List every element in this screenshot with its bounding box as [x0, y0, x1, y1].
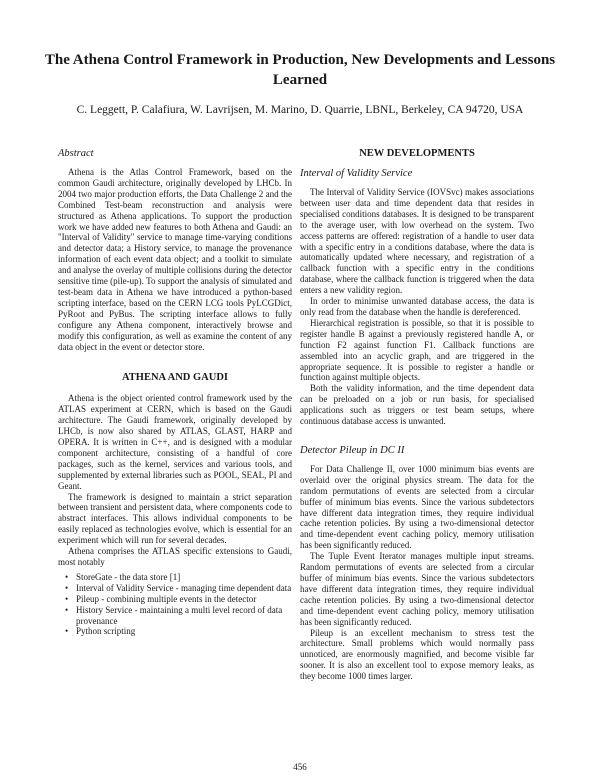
list-item-text: StoreGate - the data store [1] [76, 571, 181, 582]
bullet-icon: • [65, 604, 69, 615]
athena-gaudi-paragraph: Athena comprises the ATLAS specific extensions to Gaudi, most notably [58, 546, 292, 567]
athena-gaudi-paragraph: The framework is designed to maintain a strict separation between transient and persistent data, where components code to abstract interfaces. This allows individual components to be easily replaced as technologies evolve, which is essential for an experiment which will run for several decades. [58, 491, 292, 546]
bullet-icon: • [65, 626, 69, 637]
abstract-text: Athena is the Atlas Control Framework, based on the common Gaudi architecture, originally developed by LHCb. In 2004 two major production efforts, the Data Challenge 2 and the Combined Test-beam reconstruction and analysis were structured as Athena applications. To support the production work we have added new features to both Athena and Gaudi: an "Interval of Validity" service to manage time-varying conditions and detector data; a History service, to manage the provenance information of each event data object; and a toolkit to simulate and analyse the overlay of multiple collisions during the detector sensitive time (pile-up). To support the analysis of simulated and test-beam data in Athena we have introduced a python-based scripting interface, based on the CERN LCG tools PyLCGDict, PyRoot and PyBus. The scripting interface allows to fully configure any Athena component, interactively browse and modify this configuration, as well as examine the content of any data object in the event or detector store. [58, 167, 292, 352]
list-item-text: Python scripting [76, 626, 136, 637]
pileup-paragraph: For Data Challenge II, over 1000 minimum bias events are overlaid over the original physics stream. The data for the random permutations of events are selected from a circular buffer of minimum bias events. Since the various subdetectors have different data integration times, they require individual cache retention policies. By using a two-dimensional detector and time-dependent event caching policy, memory utilisation has been significantly reduced. [300, 463, 534, 551]
right-column [300, 148, 534, 682]
athena-gaudi-paragraph: Athena is the object oriented control framework used by the ATLAS experiment at CERN, which is based on the Gaudi architecture. The Gaudi framework, originally developed by LHCb, is now also shared by ATLAS, GLAST, HARP and OPERA. It is written in C++, and is designed with a modular component architecture, consisting of a handful of core packages, such as the kernel, services and various tools, and supplemented by external libraries such as POOL, SEAL, PI and Geant. [58, 393, 292, 491]
athena-gaudi-heading: ATHENA AND GAUDI [122, 372, 228, 384]
pileup-paragraph: The Tuple Event Iterator manages multiple input streams. Random permutations of events are selected from a circular buffer of minimum bias events. Since the various subdetectors have different data integration times, they require individual cache retention policies. By using a two-dimensional detector and time-dependent event caching policy, memory utilisation has been significantly reduced. [300, 551, 534, 627]
list-item [58, 626, 292, 637]
iov-heading: Interval of Validity Service [300, 168, 413, 179]
list-item [58, 583, 292, 594]
page-number: 456 [293, 762, 307, 772]
iov-paragraph: The Interval of Validity Service (IOVSvc) makes associations between user data and time dependent data that resides in specialised conditions databases. It is designed to be transparent to the average user, with low overhead on the system. Two access patterns are offered: registration of a handle to user data with a specific entry in a conditions database, where the data is automatically updated where necessary, and registration of a callback function with a specific entry in the conditions database, where the callback function is triggered when the data enters a new validity region. [300, 187, 534, 296]
list-item [58, 605, 292, 627]
iov-paragraph: Both the validity information, and the time dependent data can be preloaded on a job or run basis, for specialised applications such as triggers or test beam setups, where continuous database access is unwanted. [300, 383, 534, 427]
bullet-icon: • [65, 582, 69, 593]
authors: C. Leggett, P. Calafiura, W. Lavrijsen, M. Marino, D. Quarrie, LBNL, Berkeley, CA 94720, USA [76, 104, 524, 116]
list-item [58, 572, 292, 583]
pileup-heading: Detector Pileup in DC II [300, 444, 405, 456]
list-item-text: History Service - maintaining a multi level record of data provenance [76, 604, 283, 626]
paper-title: The Athena Control Framework in Production, New Developments and Lessons Learned [44, 52, 556, 88]
left-column [58, 148, 292, 637]
athena-extensions-list [58, 572, 292, 637]
list-item [58, 594, 292, 605]
bullet-icon: • [65, 571, 69, 582]
new-developments-heading: NEW DEVELOPMENTS [359, 148, 475, 159]
list-item-text: Pileup - combining multiple events in the detector [76, 593, 257, 604]
list-item-text: Interval of Validity Service - managing time dependent data [76, 582, 292, 593]
bullet-icon: • [65, 593, 69, 604]
pileup-paragraph: Pileup is an excellent mechanism to stress test the architecture. Small problems which would normally pass unnoticed, are enormously magnified, and become visible far sooner. It is also an excellent tool to expose memory leaks, as they become 1000 times larger. [300, 627, 534, 682]
iov-paragraph: In order to minimise unwanted database access, the data is only read from the database when the handle is dereferenced. [300, 296, 534, 317]
abstract-heading: Abstract [58, 148, 94, 159]
iov-paragraph: Hierarchical registration is possible, so that it is possible to register handle B against a previously registered handle A, or function F2 against function F1. Callback functions are assembled into an acyclic graph, and are triggered in the appropriate sequence. It is possible to register a handle or function against multiple objects. [300, 317, 534, 383]
